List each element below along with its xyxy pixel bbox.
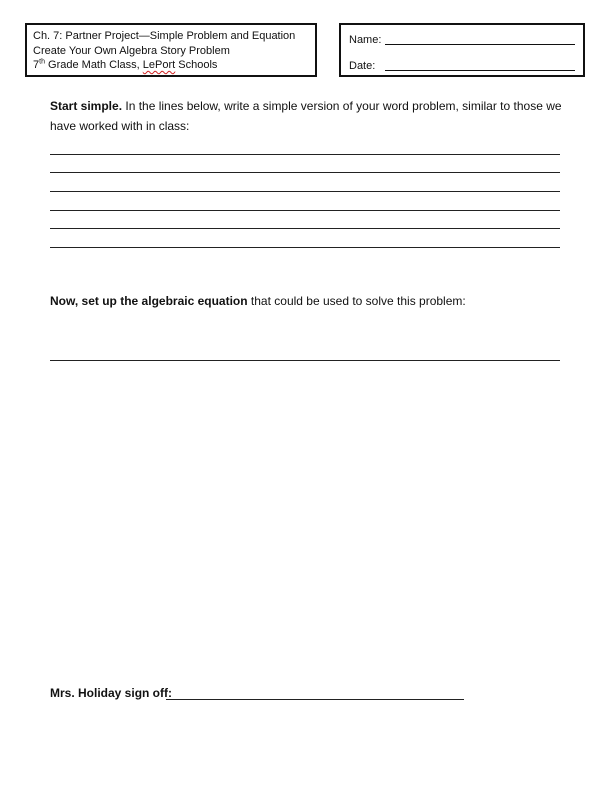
date-field[interactable]	[349, 58, 575, 72]
class-info	[33, 58, 315, 73]
class-info-end: Schools	[175, 59, 218, 71]
equation-instructions	[50, 291, 570, 311]
word-problem-line[interactable]	[50, 228, 560, 229]
name-blank-line[interactable]	[385, 44, 575, 45]
signoff-line[interactable]	[166, 699, 464, 700]
name-label: Name:	[349, 34, 382, 46]
word-problem-line[interactable]	[50, 172, 560, 173]
word-problem-line[interactable]	[50, 154, 560, 155]
start-simple-lead: Start simple.	[50, 99, 123, 113]
school-name: LePort	[142, 59, 176, 71]
equation-lead: Now, set up the algebraic equation	[50, 294, 248, 308]
class-info-mid: Grade Math Class,	[44, 59, 143, 71]
date-label: Date:	[349, 60, 376, 72]
equation-line[interactable]	[50, 360, 560, 361]
word-problem-line[interactable]	[50, 210, 560, 211]
project-title: Ch. 7: Partner Project—Simple Problem and Equation	[33, 30, 296, 42]
grade-number: 7	[33, 59, 40, 71]
start-simple-text: In the lines below, write a simple version of your word problem, similar to those we have worked with in class:	[50, 99, 562, 133]
equation-text: that could be used to solve this problem:	[247, 294, 466, 308]
word-problem-line[interactable]	[50, 247, 560, 248]
name-field[interactable]	[349, 32, 575, 46]
grade-suffix: th	[39, 58, 45, 66]
project-subtitle: Create Your Own Algebra Story Problem	[33, 44, 230, 57]
word-problem-instructions	[50, 96, 570, 136]
project-header-box	[25, 23, 317, 77]
word-problem-line[interactable]	[50, 191, 560, 192]
student-info-box	[339, 23, 585, 77]
date-blank-line[interactable]	[385, 70, 575, 71]
signoff-label: Mrs. Holiday sign off:	[50, 686, 173, 700]
